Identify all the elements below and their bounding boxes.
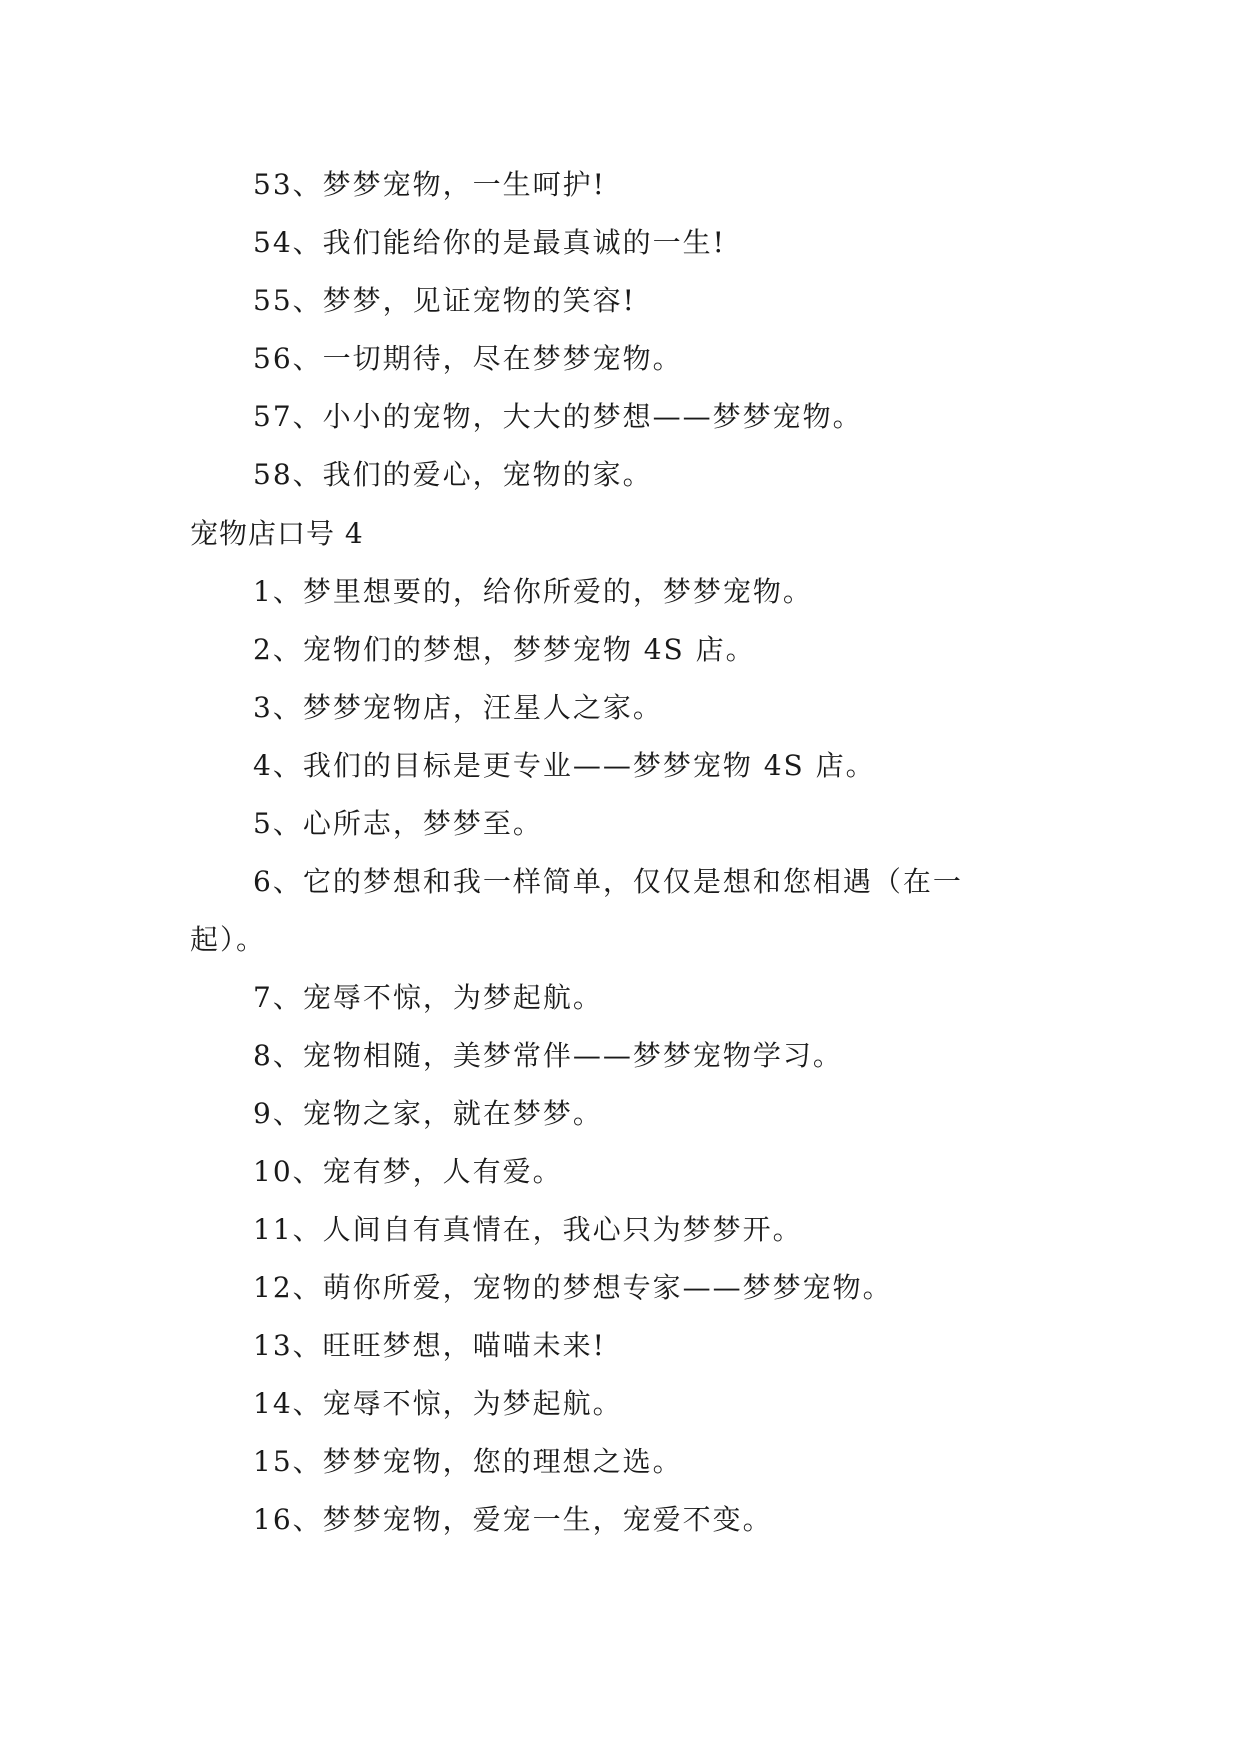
list-item: 1、梦里想要的，给你所爱的，梦梦宠物。 [253, 575, 813, 608]
list-item-line1: 6、它的梦想和我一样简单，仅仅是想和您相遇（在一 [253, 865, 963, 898]
list-item: 55、梦梦，见证宠物的笑容! [253, 284, 636, 317]
list-item: 57、小小的宠物，大大的梦想——梦梦宠物。 [253, 400, 863, 433]
list-item: 16、梦梦宠物，爱宠一生，宠爱不变。 [253, 1503, 773, 1536]
list-item: 56、一切期待，尽在梦梦宠物。 [253, 342, 683, 375]
list-item: 12、萌你所爱，宠物的梦想专家——梦梦宠物。 [253, 1271, 893, 1304]
list-item: 7、宠辱不惊，为梦起航。 [253, 981, 603, 1014]
list-item: 10、宠有梦，人有爱。 [253, 1155, 563, 1188]
list-item: 53、梦梦宠物，一生呵护! [253, 168, 606, 201]
list-item: 8、宠物相随，美梦常伴——梦梦宠物学习。 [253, 1039, 843, 1072]
list-item: 58、我们的爱心，宠物的家。 [253, 458, 653, 491]
list-item: 2、宠物们的梦想，梦梦宠物 4S 店。 [253, 633, 756, 666]
list-item: 14、宠辱不惊，为梦起航。 [253, 1387, 623, 1420]
list-item: 3、梦梦宠物店，汪星人之家。 [253, 691, 663, 724]
list-item: 4、我们的目标是更专业——梦梦宠物 4S 店。 [253, 749, 876, 782]
list-item: 9、宠物之家，就在梦梦。 [253, 1097, 603, 1130]
list-item: 15、梦梦宠物，您的理想之选。 [253, 1445, 683, 1478]
list-item: 13、旺旺梦想，喵喵未来! [253, 1329, 606, 1362]
section-heading: 宠物店口号 4 [190, 517, 364, 550]
list-item: 11、人间自有真情在，我心只为梦梦开。 [253, 1213, 803, 1246]
list-item: 54、我们能给你的是最真诚的一生! [253, 226, 726, 259]
list-item: 5、心所志，梦梦至。 [253, 807, 543, 840]
list-item-line2: 起）。 [190, 923, 267, 956]
